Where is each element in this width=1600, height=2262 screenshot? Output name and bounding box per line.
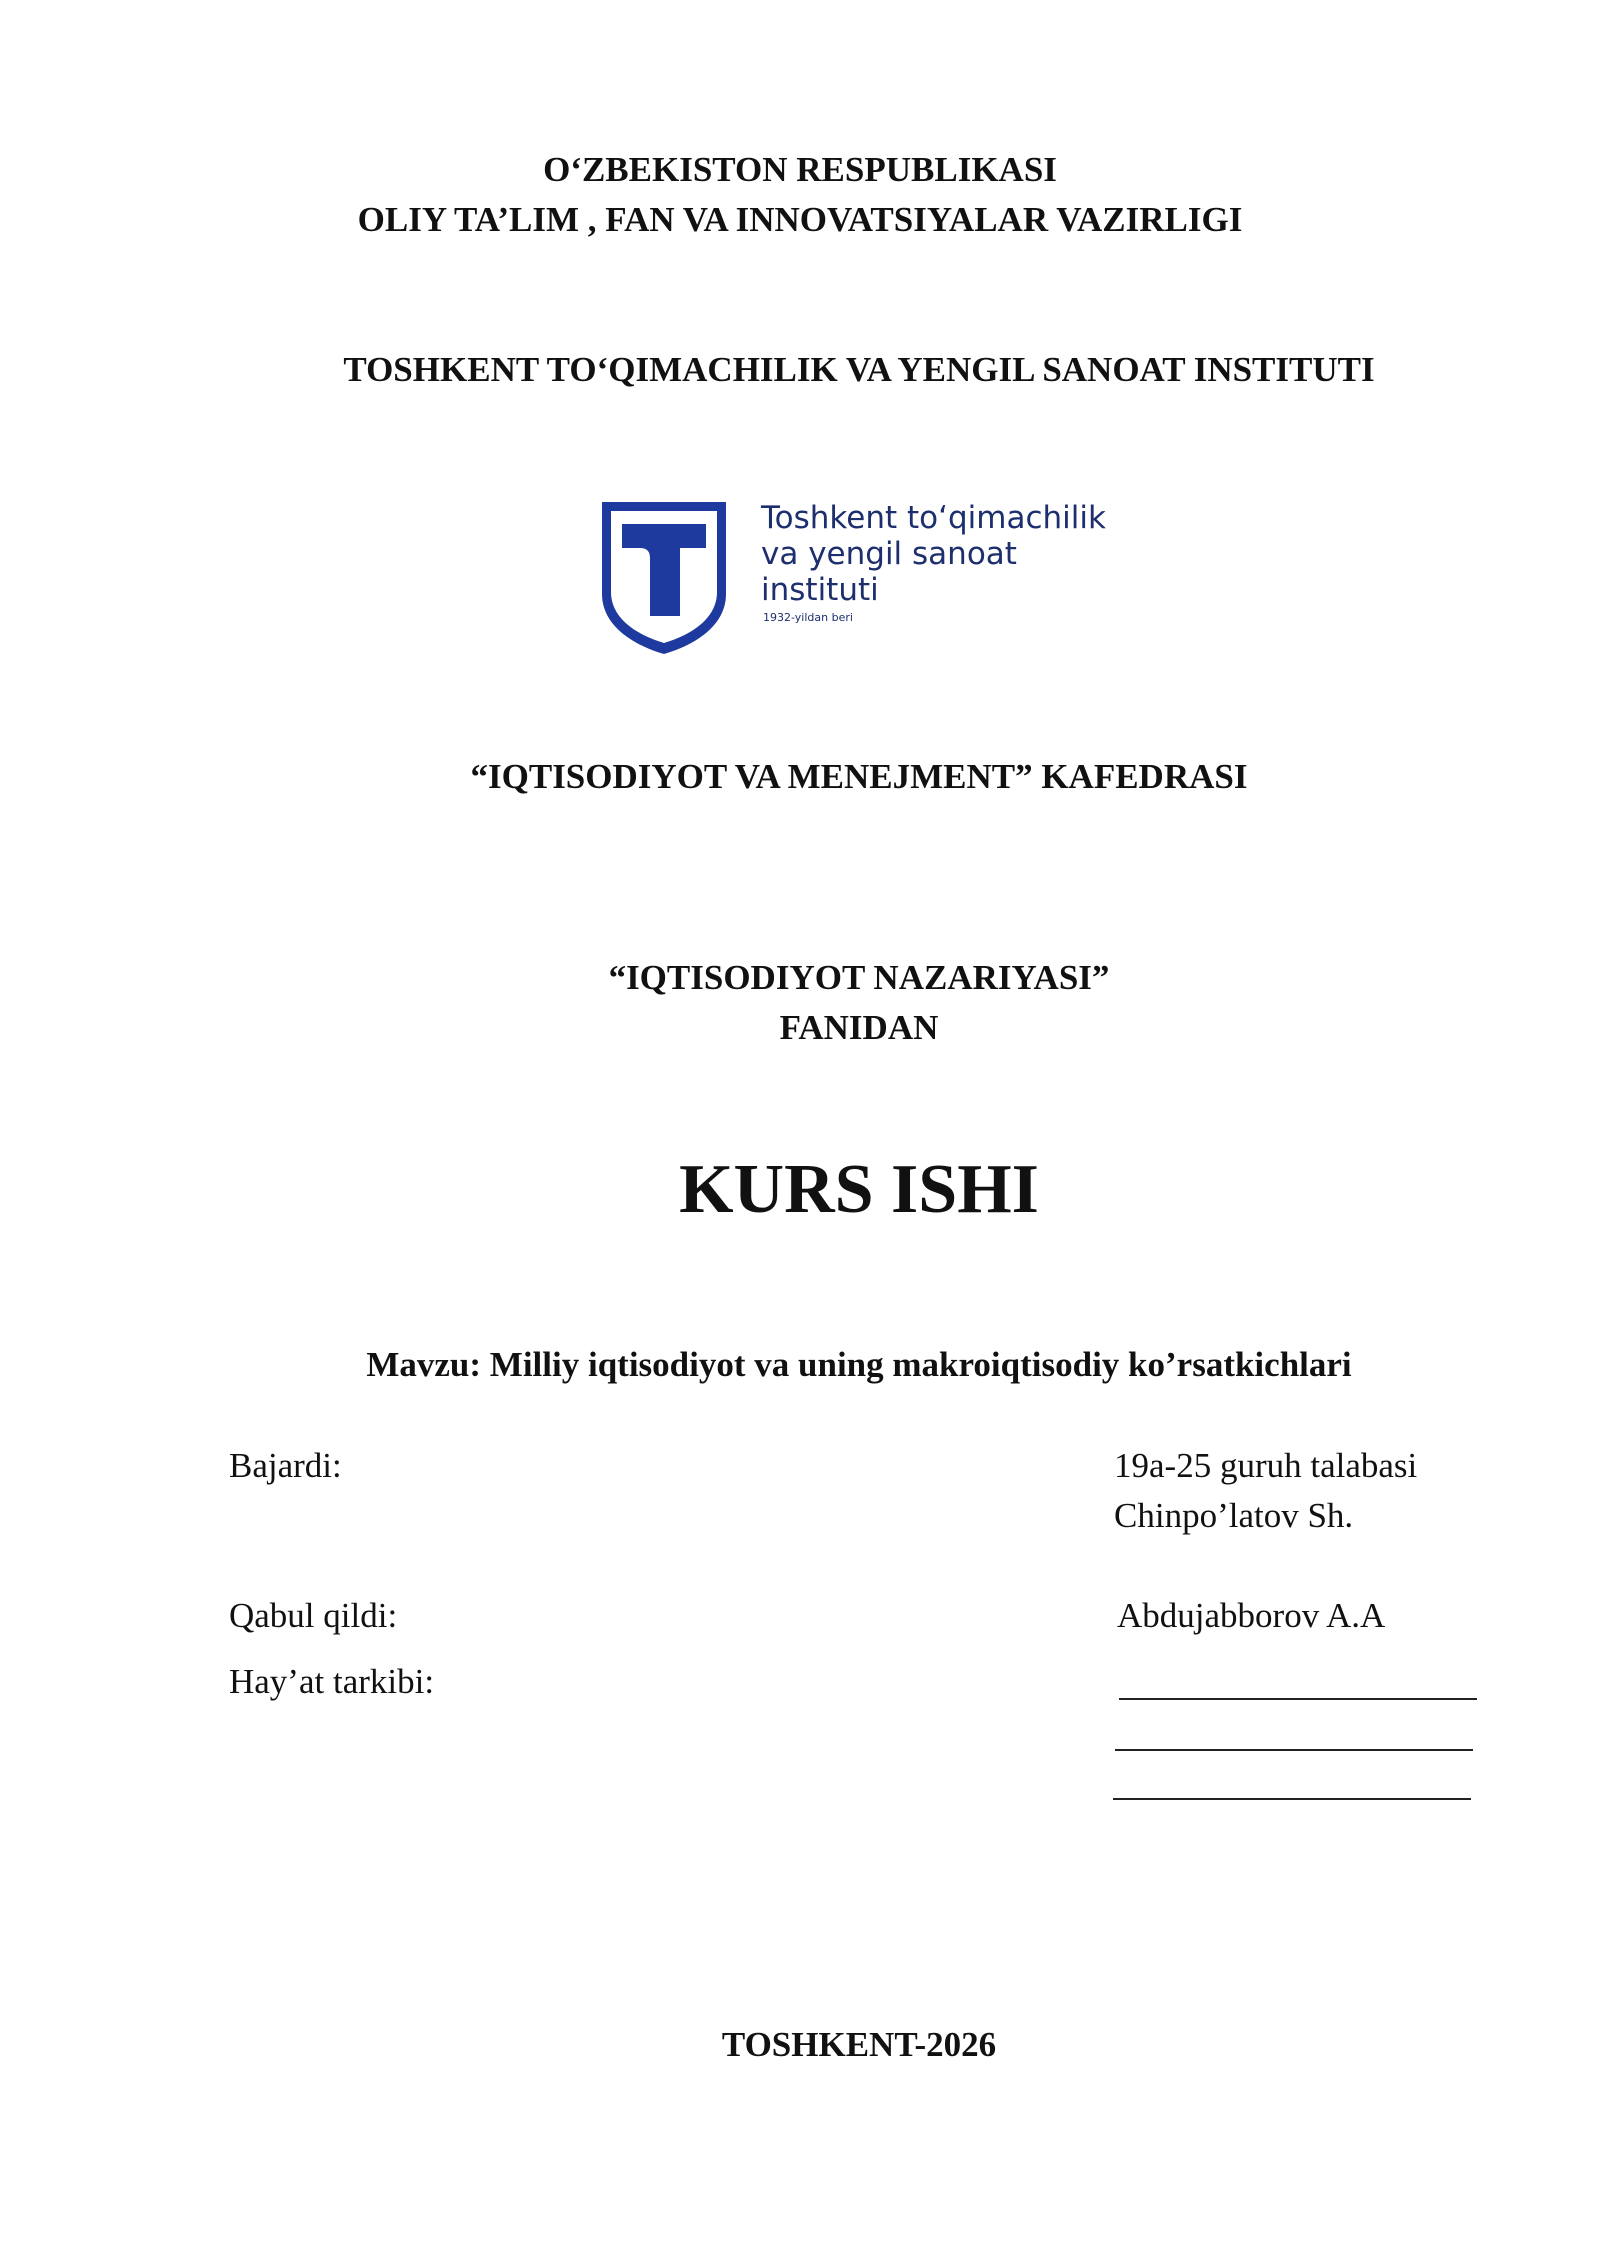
committee-signature-line [1119, 1698, 1477, 1700]
logo-wordmark [761, 500, 1106, 608]
institute-logo [598, 498, 1138, 658]
committee-label: Hay’at tarkibi: [229, 1662, 435, 1701]
student-name: Chinpo’latov Sh. [1114, 1496, 1354, 1535]
subject-name: “IQTISODIYOT NAZARIYASI” [608, 958, 1110, 997]
institute-name: TOSHKENT TO‘QIMACHILIK VA YENGIL SANOAT INSTITUTI [343, 350, 1375, 389]
accepted-by-label: Qabul qildi: [229, 1596, 398, 1635]
department-name: “IQTISODIYOT VA MENEJMENT” KAFEDRASI [470, 757, 1248, 796]
logo-line-2: va yengil sanoat [761, 536, 1017, 572]
subject-suffix: FANIDAN [779, 1008, 939, 1047]
committee-signature-line [1113, 1798, 1471, 1800]
completed-by-label: Bajardi: [229, 1446, 342, 1485]
teacher-name: Abdujabborov A.A [1117, 1596, 1386, 1635]
shield-t-icon [598, 498, 730, 658]
logo-line-1: Toshkent to‘qimachilik [761, 500, 1106, 536]
ministry-title-line-2: OLIY TA’LIM , FAN VA INNOVATSIYALAR VAZIRLIGI [357, 200, 1243, 239]
logo-line-3: instituti [761, 572, 879, 608]
student-group: 19a-25 guruh talabasi [1114, 1446, 1418, 1485]
topic-line: Mavzu: Milliy iqtisodiyot va uning makroiqtisodiy ko’rsatkichlari [366, 1345, 1352, 1384]
committee-signature-line [1115, 1749, 1473, 1751]
logo-tagline: 1932-yildan beri [763, 611, 853, 624]
city-year: TOSHKENT-2026 [721, 2025, 997, 2064]
document-title: KURS ISHI [679, 1151, 1039, 1228]
ministry-title-line-1: O‘ZBEKISTON RESPUBLIKASI [543, 150, 1057, 189]
